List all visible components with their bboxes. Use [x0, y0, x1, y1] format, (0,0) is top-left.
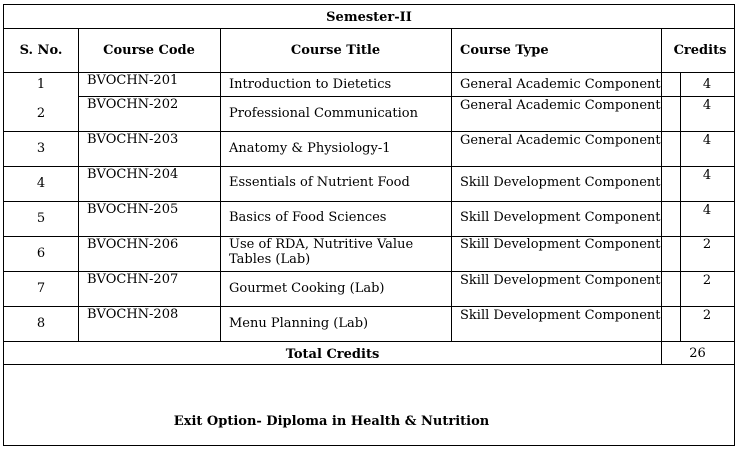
row-3-sno: 3 — [36, 141, 46, 156]
row-6-type: Skill Development Component — [460, 237, 661, 252]
row-4-type: Skill Development Component — [460, 175, 661, 190]
header-sno: S. No. — [19, 43, 63, 58]
row-1-type: General Academic Component — [460, 77, 661, 92]
row-5-credits: 4 — [702, 203, 712, 218]
row-1-credits: 4 — [702, 77, 712, 92]
semester-title: Semester-II — [326, 10, 412, 25]
row-6-code: BVOCHN-206 — [87, 237, 179, 252]
row-2-sno: 2 — [36, 106, 46, 121]
row-2-credits: 4 — [702, 98, 712, 113]
row-8-type: Skill Development Component — [460, 308, 661, 323]
row-7-code: BVOCHN-207 — [87, 272, 179, 287]
total-credits-value: 26 — [689, 346, 706, 361]
row-2-type: General Academic Component — [460, 98, 661, 113]
exit-option: Exit Option- Diploma in Health & Nutrition — [173, 414, 490, 429]
row-6-sno: 6 — [36, 246, 46, 261]
row-7-credits: 2 — [702, 273, 712, 288]
header-credits: Credits — [673, 43, 727, 58]
row-1-sno: 1 — [36, 77, 46, 92]
header-course-type: Course Type — [460, 43, 549, 58]
row-2-code: BVOCHN-202 — [87, 97, 179, 112]
row-3-credits: 4 — [702, 133, 712, 148]
semester-table — [3, 4, 735, 446]
total-credits-label: Total Credits — [285, 347, 380, 362]
row-3-title: Anatomy & Physiology-1 — [229, 141, 391, 156]
row-8-credits: 2 — [702, 308, 712, 323]
row-4-credits: 4 — [702, 168, 712, 183]
row-6-credits: 2 — [702, 237, 712, 252]
row-8-code: BVOCHN-208 — [87, 307, 179, 322]
row-3-code: BVOCHN-203 — [87, 132, 179, 147]
row-7-type: Skill Development Component — [460, 273, 661, 288]
row-8-sno: 8 — [36, 316, 46, 331]
row-4-title: Essentials of Nutrient Food — [229, 175, 410, 190]
header-course-code: Course Code — [103, 43, 195, 58]
row-5-title: Basics of Food Sciences — [229, 210, 387, 225]
row-8-title: Menu Planning (Lab) — [229, 316, 369, 331]
header-course-title: Course Title — [290, 43, 381, 58]
row-1-title: Introduction to Dietetics — [229, 77, 392, 92]
row-7-title: Gourmet Cooking (Lab) — [229, 281, 385, 296]
row-3-type: General Academic Component — [460, 133, 661, 148]
row-2-title: Professional Communication — [229, 106, 418, 121]
row-4-code: BVOCHN-204 — [87, 167, 179, 182]
row-6-title: Use of RDA, Nutritive Value Tables (Lab) — [229, 237, 414, 267]
row-1-code: BVOCHN-201 — [87, 73, 179, 88]
row-5-code: BVOCHN-205 — [87, 202, 179, 217]
row-5-type: Skill Development Component — [460, 210, 661, 225]
row-7-sno: 7 — [36, 281, 46, 296]
row-5-sno: 5 — [36, 211, 46, 226]
row-4-sno: 4 — [36, 176, 46, 191]
